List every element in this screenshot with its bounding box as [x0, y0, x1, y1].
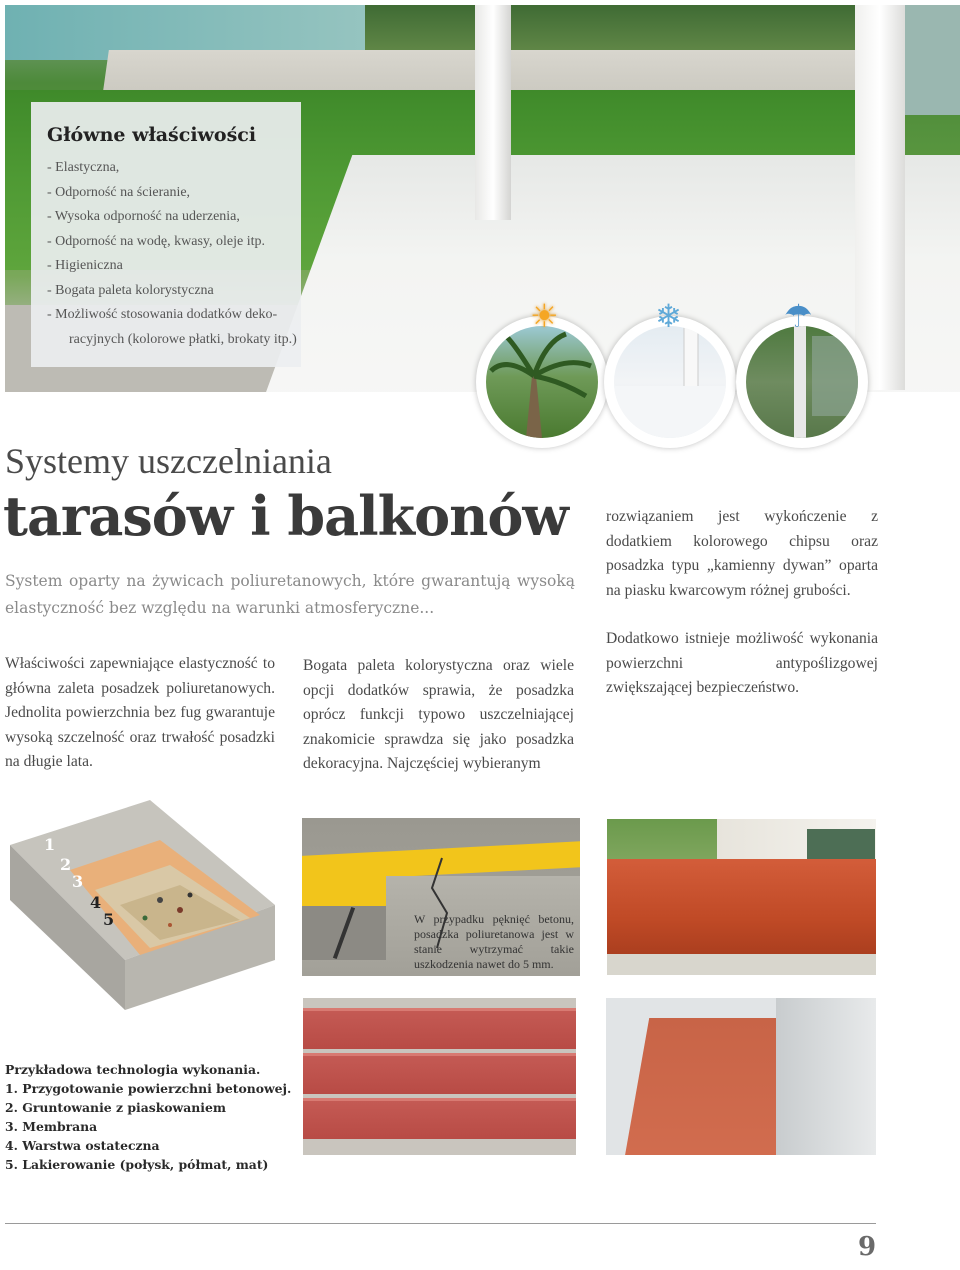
footer-divider [5, 1223, 876, 1224]
properties-title: Główne właściwości [47, 124, 257, 146]
technology-list [5, 1060, 291, 1174]
main-properties-box [31, 102, 301, 367]
layer-number: 2 [60, 855, 72, 874]
properties-item: - Możliwość stosowania dodatków deko- [47, 307, 278, 322]
properties-item: racyjnych (kolorowe płatki, brokaty itp.) [69, 331, 297, 347]
snow-icon: ❄ [655, 297, 682, 335]
heading-line-1: Systemy uszczelniania [5, 441, 332, 481]
technology-step: 1. Przygotowanie powierzchni betonowej. [5, 1081, 292, 1096]
crack-caption: W przypadku pęknięć betonu, posadzka poliuretanowa jest w stanie wytrzymać takie uszkodzenia nawet do 5 mm. [414, 912, 574, 971]
summer-photo-circle [476, 316, 608, 448]
body-column-a: Właściwości zapewniające elastyczność to główna zaleta posadzek poliuretanowych. Jednolita powierzchnia bez fug gwarantuje wysoką szczelność oraz trwałość posadzki na długie lata. [5, 655, 275, 771]
layer-number: 3 [72, 872, 84, 891]
sun-icon: ☀ [530, 297, 559, 335]
heading-line-2: tarasów i balkonów [3, 484, 568, 548]
red-terrace-photo [607, 819, 876, 975]
technology-title: Przykładowa technologia wykonania. [5, 1062, 261, 1077]
red-stairs-photo [303, 998, 576, 1155]
technology-step: 2. Gruntowanie z piaskowaniem [5, 1100, 226, 1115]
body-column-c1: rozwiązaniem jest wykończenie z dodatkiem kolorowego chipsu oraz posadzka typu „kamienny dywan” oparta na piasku kwarcowym różnej grubości. [606, 508, 878, 599]
winter-photo-circle [604, 316, 736, 448]
properties-item: - Odporność na wodę, kwasy, oleje itp. [47, 233, 265, 249]
body-column-b: Bogata paleta kolorystyczna oraz wiele opcji dodatków sprawia, że posadzka oprócz funkcji typowo uszczelniającej znakomicie sprawdza się jako posadzka dekoracyjna. Najczęściej wybieranym [303, 657, 574, 773]
properties-item: - Higieniczna [47, 258, 123, 273]
crack-zoom-circle [302, 876, 386, 960]
properties-item: - Odporność na ścieranie, [47, 184, 191, 200]
layer-number: 4 [90, 893, 102, 912]
layer-number: 1 [44, 835, 56, 854]
technology-step: 4. Warstwa ostateczna [5, 1138, 160, 1153]
layer-diagram [10, 800, 275, 1010]
properties-list [47, 156, 301, 352]
rain-icon: ☂ [784, 297, 813, 335]
body-column-c2: Dodatkowo istnieje możliwość wykonania powierzchni antypoślizgowej zwiększającej bezpieczeństwo. [606, 630, 878, 697]
technology-step: 5. Lakierowanie (połysk, półmat, mat) [5, 1157, 269, 1172]
balcony-floor-photo [606, 998, 876, 1155]
properties-item: - Elastyczna, [47, 160, 120, 175]
properties-item: - Wysoka odporność na uderzenia, [47, 209, 240, 224]
lead-paragraph: System oparty na żywicach poliuretanowych, które gwarantują wysoką elastyczność bez względu na warunki atmosferyczne... [5, 572, 575, 617]
rain-photo-circle [736, 316, 868, 448]
page-number: 9 [858, 1232, 877, 1262]
layer-number: 5 [103, 910, 115, 929]
technology-step: 3. Membrana [5, 1119, 98, 1134]
properties-item: - Bogata paleta kolorystyczna [47, 282, 214, 298]
